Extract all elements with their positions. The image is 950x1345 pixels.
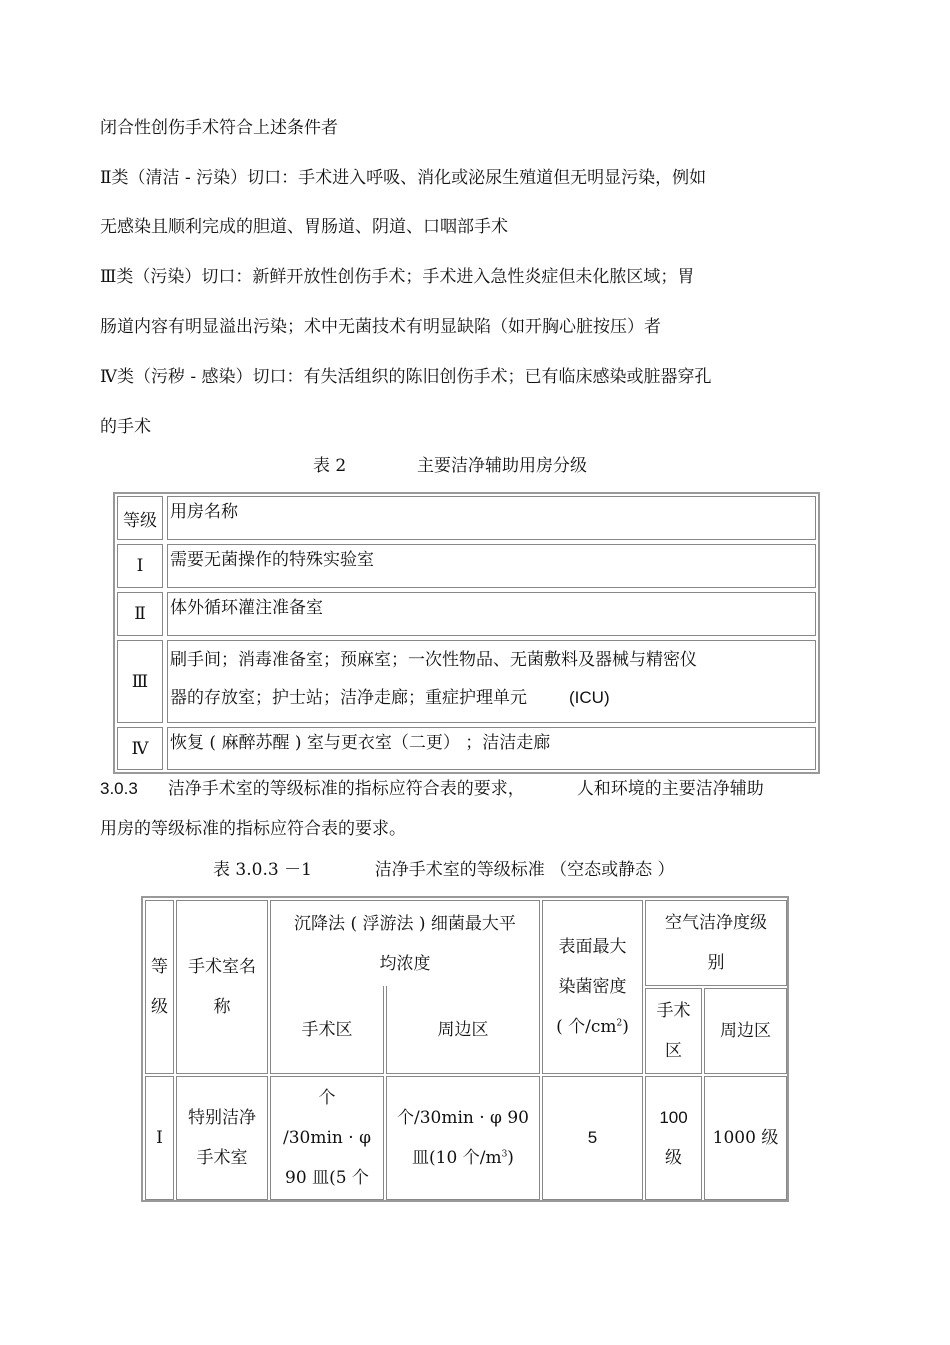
header-surface-line3	[543, 1007, 642, 1047]
paragraph-text: 人和环境的主要洁净辅助	[576, 779, 764, 799]
header-level	[145, 900, 174, 1074]
header-surface-sup: 2	[616, 1018, 623, 1029]
header-surface-close: )	[622, 1017, 629, 1037]
header-air-line1: 空气洁净度级	[665, 913, 767, 933]
paragraph-text: 洁净手术室的等级标准的指标应符合表的要求，	[167, 779, 525, 799]
row-surround-line2	[387, 1138, 539, 1178]
paragraph-line: 无感染且顺利完成的胆道、胃肠道、阴道、口咽部手术	[100, 217, 508, 237]
table-row	[117, 638, 816, 725]
row-room-line2: 手术室	[196, 1148, 248, 1168]
table2	[113, 492, 820, 774]
header-settle-line2: 均浓度	[379, 953, 431, 974]
row-air-surgical	[645, 1076, 702, 1200]
row-surround-line1: 个/30min · φ 90	[396, 1108, 529, 1128]
table-header-row	[117, 494, 816, 542]
row-air-surgical-line2: 级	[665, 1148, 682, 1168]
row-surround-sup: 3	[501, 1149, 508, 1160]
header-surface-unit: ( 个/cm	[556, 1017, 617, 1037]
table3	[141, 896, 789, 1202]
header-air-cleanliness	[645, 900, 787, 986]
row-room-line1: 特别洁净	[188, 1108, 256, 1128]
row-surface-value: 5	[587, 1128, 598, 1147]
header-level: 等级	[117, 496, 163, 540]
row-level: Ⅰ	[117, 544, 163, 588]
row-level: Ⅳ	[117, 727, 163, 770]
header-air-surgical	[645, 988, 702, 1074]
paragraph-line: Ⅲ类（污染）切口：新鲜开放性创伤手术；手术进入急性炎症但未化脓区域；胃	[100, 267, 695, 287]
row-air-surround-text: 1000 级	[712, 1128, 779, 1148]
header-settle-method	[270, 900, 540, 986]
row-level	[145, 1076, 174, 1200]
header-level-line2: 级	[151, 997, 168, 1017]
table-row	[117, 590, 816, 638]
row-level: Ⅱ	[117, 592, 163, 636]
header-room-name	[176, 900, 268, 1074]
paragraph-line: Ⅳ类（污秽 - 感染）切口：有失活组织的陈旧创伤手术；已有临床感染或脏器穿孔	[100, 367, 712, 387]
row-name: 需要无菌操作的特殊实验室	[167, 544, 816, 588]
row-name	[167, 640, 816, 723]
header-room-line2: 称	[213, 997, 231, 1017]
table3-caption-title: 洁净手术室的等级标准 （空态或静态 ）	[374, 860, 675, 880]
row-surface-density	[542, 1076, 643, 1200]
row-room-name	[176, 1076, 268, 1200]
header-room-line1: 手术室名	[188, 957, 256, 977]
header-surface-density	[542, 900, 643, 1074]
table2-caption-number: 表 2	[313, 456, 347, 476]
row-name-line2-tail: (ICU)	[569, 688, 610, 707]
row-name-line2-text: 器的存放室；护士站；洁净走廊；重症护理单元	[170, 688, 527, 708]
row-surgical-line3: 90 皿(5 个	[285, 1168, 369, 1188]
header-surface-line1: 表面最大	[558, 937, 627, 957]
table-row	[117, 542, 816, 590]
row-surround-unit: 皿(10 个/m	[412, 1148, 502, 1168]
row-name: 体外循环灌注准备室	[167, 592, 816, 636]
row-air-surround	[704, 1076, 787, 1200]
row-surround-close: )	[507, 1148, 514, 1168]
paragraph-line	[100, 778, 764, 800]
paragraph-line: 肠道内容有明显溢出污染；术中无菌技术有明显缺陷（如开胸心脏按压）者	[100, 317, 661, 337]
paragraph-line: 的手术	[100, 417, 151, 437]
header-surgical-zone-text: 手术区	[301, 1019, 353, 1040]
section-number: 3.0.3	[100, 779, 138, 798]
header-surgical-zone	[270, 986, 384, 1074]
paragraph-line: 用房的等级标准的指标应符合表的要求。	[100, 819, 406, 839]
row-name: 恢复 ( 麻醉苏醒 ) 室与更衣室（二更） ；洁洁走廊	[167, 727, 816, 770]
header-surface-line2: 染菌密度	[558, 977, 627, 997]
table3-caption-number: 表 3.0.3 －1	[213, 860, 312, 880]
header-name: 用房名称	[167, 496, 816, 540]
row-name-line1: 刷手间；消毒准备室；预麻室；一次性物品、无菌敷料及器械与精密仪	[170, 650, 697, 670]
row-air-surgical-line1: 100	[659, 1108, 688, 1127]
header-level-line1: 等	[151, 957, 168, 977]
header-air-surgical-line1: 手术	[656, 1001, 691, 1021]
paragraph-line: 闭合性创伤手术符合上述条件者	[100, 118, 338, 138]
header-air-surgical-line2: 区	[665, 1041, 682, 1061]
row-surround-zone	[386, 1076, 540, 1200]
header-air-surround-text: 周边区	[720, 1021, 771, 1041]
header-air-surround	[704, 988, 787, 1074]
row-level: Ⅲ	[117, 640, 163, 723]
table3-caption	[213, 859, 675, 881]
header-surround-zone	[386, 986, 540, 1074]
table-row	[117, 725, 816, 772]
table2-caption	[313, 455, 587, 477]
row-name-line2	[170, 679, 815, 717]
row-surgical-line1: 个	[318, 1088, 336, 1108]
row-surgical-line2: /30min · φ	[283, 1128, 371, 1148]
header-air-line2: 别	[707, 953, 725, 973]
table2-caption-title: 主要洁净辅助用房分级	[417, 456, 588, 476]
row-level-text: Ⅰ	[156, 1128, 163, 1148]
header-settle-line1: 沉降法 ( 浮游法 ) 细菌最大平	[294, 913, 516, 934]
row-surgical-zone	[270, 1076, 384, 1200]
paragraph-line: Ⅱ类（清洁 - 污染）切口：手术进入呼吸、消化或泌尿生殖道但无明显污染，例如	[100, 168, 707, 188]
header-surround-zone-text: 周边区	[437, 1019, 489, 1040]
